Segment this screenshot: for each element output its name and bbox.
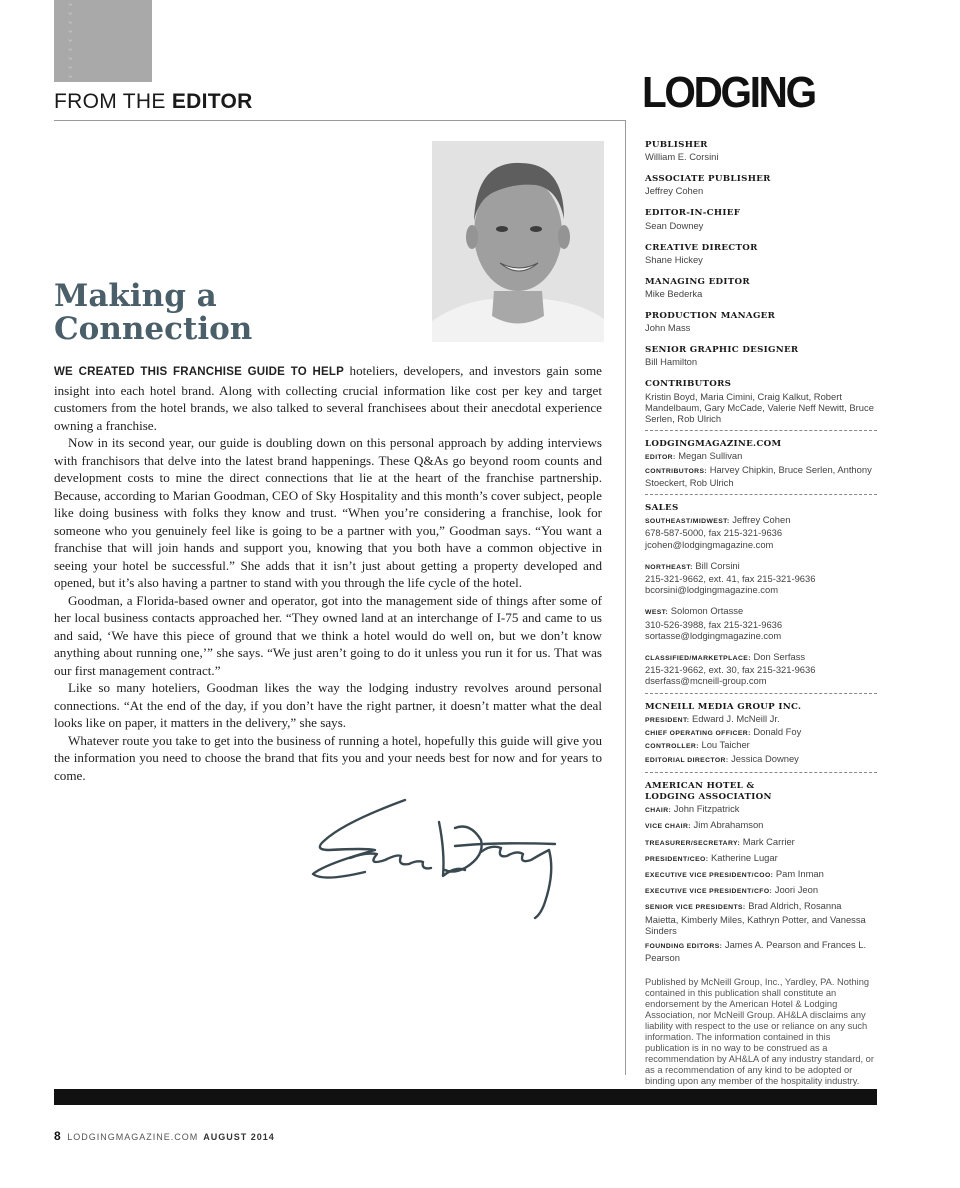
staff-name: William E. Corsini bbox=[645, 151, 719, 163]
role-label: EXECUTIVE VICE PRESIDENT/COO: bbox=[645, 871, 774, 879]
sales-name: Bill Corsini bbox=[692, 559, 740, 571]
editor-portrait bbox=[432, 141, 604, 342]
lodging-logo: LODGING bbox=[642, 68, 815, 117]
sales-email: jcohen@lodgingmagazine.com bbox=[645, 538, 774, 550]
headline-line-2: Connection bbox=[54, 311, 253, 347]
footer-issue: AUGUST 2014 bbox=[203, 1132, 275, 1142]
paragraph-1-text: hoteliers, developers, and investors gain some insight into each hotel brand. Along with collecting crucial information like cost per key and target customers from the hotel brands, we also talked to several franchisees about their anecdotal experience owning a franchise. bbox=[54, 363, 602, 433]
staff-name: Mike Bederka bbox=[645, 288, 703, 300]
sales-entry bbox=[645, 605, 877, 641]
sales-phone: 310-526-3988, fax 215-321-9636 bbox=[645, 618, 783, 630]
web-title: LODGINGMAGAZINE.COM bbox=[645, 439, 782, 450]
masthead-contributors bbox=[645, 379, 877, 424]
role-label: SENIOR VICE PRESIDENTS: bbox=[645, 904, 746, 912]
paragraph-4: Like so many hoteliers, Goodman likes the way the lodging industry revolves around personal connections. “At the end of the day, if you don’t have the right partner, it doesn’t matter what the deal looks like on paper, it matters in the delivery,” she says. bbox=[54, 680, 602, 730]
web-editor bbox=[645, 450, 877, 463]
role-name: Jessica Downey bbox=[728, 752, 799, 764]
sales-phone: 678-587-5000, fax 215-321-9636 bbox=[645, 527, 783, 539]
staff-name: John Mass bbox=[645, 322, 691, 334]
staff-title: SENIOR GRAPHIC DESIGNER bbox=[645, 345, 799, 356]
staff-name: Kristin Boyd, Maria Cimini, Craig Kalkut, Robert Mandelbaum, Gary McCade, Valerie Neff Newitt, Bruce Serlen, Rob Ulrich bbox=[645, 390, 874, 425]
role-name: Joori Jeon bbox=[772, 884, 819, 896]
staff-title: EDITOR-IN-CHIEF bbox=[645, 208, 741, 219]
staff-title: PUBLISHER bbox=[645, 140, 708, 150]
role-name: Mark Carrier bbox=[740, 835, 795, 847]
section-label-prefix: FROM THE bbox=[54, 90, 172, 113]
ahla-row bbox=[645, 884, 877, 897]
role-name: James A. Pearson and Frances L. Pearson bbox=[645, 938, 867, 964]
sales-region: WEST: bbox=[645, 609, 669, 617]
web-contributors-label: CONTRIBUTORS: bbox=[645, 467, 708, 475]
sales-entry bbox=[645, 560, 877, 596]
mcneill-title: MCNEILL MEDIA GROUP INC. bbox=[645, 701, 802, 712]
role-name: Donald Foy bbox=[750, 726, 802, 738]
web-editor-name: Megan Sullivan bbox=[675, 450, 743, 462]
lead-in: WE CREATED THIS FRANCHISE GUIDE TO HELP bbox=[54, 366, 344, 378]
article-body bbox=[54, 362, 602, 784]
role-label: PRESIDENT/CEO: bbox=[645, 855, 709, 863]
role-label: EDITORIAL DIRECTOR: bbox=[645, 756, 729, 764]
page-number: 8 bbox=[54, 1129, 61, 1143]
mcneill-row bbox=[645, 753, 877, 766]
masthead-creative-director bbox=[645, 243, 877, 265]
role-label: CONTROLLER: bbox=[645, 743, 699, 751]
role-name: Jim Abrahamson bbox=[690, 819, 764, 831]
staff-name: Bill Hamilton bbox=[645, 356, 698, 368]
masthead-publisher bbox=[645, 140, 877, 162]
masthead-sales bbox=[645, 503, 877, 687]
masthead-web bbox=[645, 439, 877, 488]
ahla-row bbox=[645, 836, 877, 849]
mcneill-row bbox=[645, 713, 877, 726]
masthead-divider bbox=[645, 693, 877, 694]
role-label: CHIEF OPERATING OFFICER: bbox=[645, 730, 751, 738]
page-footer bbox=[54, 1129, 275, 1143]
staff-name: Shane Hickey bbox=[645, 253, 703, 265]
ahla-row bbox=[645, 819, 877, 832]
sales-phone: 215-321-9662, ext. 41, fax 215-321-9636 bbox=[645, 573, 816, 585]
mcneill-row bbox=[645, 739, 877, 752]
ahla-row bbox=[645, 803, 877, 816]
web-contributors bbox=[645, 464, 877, 488]
paragraph-1 bbox=[54, 362, 602, 434]
masthead bbox=[645, 140, 877, 1099]
sales-region: NORTHEAST: bbox=[645, 563, 693, 571]
ahla-row bbox=[645, 900, 877, 936]
sales-name: Jeffrey Cohen bbox=[729, 514, 791, 526]
role-name: Edward J. McNeill Jr. bbox=[689, 712, 780, 724]
footer-site: LODGINGMAGAZINE.COM bbox=[67, 1132, 199, 1142]
headline-line-1: Making a bbox=[54, 278, 217, 314]
role-name: Brad Aldrich, Rosanna Maietta, Kimberly Miles, Kathryn Potter, and Vanessa Sinders bbox=[645, 900, 866, 936]
article-headline bbox=[54, 280, 414, 346]
sales-entry bbox=[645, 651, 877, 687]
masthead-editor-in-chief bbox=[645, 208, 877, 230]
section-label bbox=[54, 90, 253, 114]
role-name: John Fitzpatrick bbox=[671, 803, 740, 815]
footer-bar bbox=[54, 1089, 877, 1105]
sales-email: dserfass@mcneill-group.com bbox=[645, 675, 767, 687]
mcneill-row bbox=[645, 726, 877, 739]
masthead-divider bbox=[645, 430, 877, 431]
sales-region: SOUTHEAST/MIDWEST: bbox=[645, 518, 730, 526]
sales-email: sortasse@lodgingmagazine.com bbox=[645, 629, 782, 641]
staff-title: ASSOCIATE PUBLISHER bbox=[645, 174, 771, 185]
masthead-divider bbox=[645, 772, 877, 773]
role-name: Pam Inman bbox=[773, 867, 824, 879]
masthead-production-manager bbox=[645, 311, 877, 333]
publication-disclaimer: Published by McNeill Group, Inc., Yardley, PA. Nothing contained in this publication shall constitute an endorsement by the American Hotel & Lodging Association, nor McNeill Group. AH&LA disclaims any liability with respect to the use or reliance on any such information. The information contained in this publication is in no way to be construed as a recommendation by AH&LA of any industry standard, or as a recommendation of any kind to be adopted or binding upon any member of the hospitality industry. bbox=[645, 977, 874, 1087]
sales-entry bbox=[645, 514, 877, 550]
paragraph-5: Whatever route you take to get into the business of running a hotel, hopefully this guide will give you the information you need to choose the brand that fits you and your needs best for now and for years to come. bbox=[54, 732, 602, 783]
staff-name: Sean Downey bbox=[645, 219, 704, 231]
staff-title: CONTRIBUTORS bbox=[645, 379, 732, 390]
masthead-associate-publisher bbox=[645, 174, 877, 196]
ahla-row bbox=[645, 939, 877, 963]
staff-title: PRODUCTION MANAGER bbox=[645, 311, 776, 322]
masthead-senior-graphic-designer bbox=[645, 345, 877, 367]
chevron-stripe-icon: › › › › › › › › › bbox=[64, 2, 76, 79]
ahla-title: AMERICAN HOTEL & LODGING ASSOCIATION bbox=[645, 780, 772, 802]
section-label-bold: EDITOR bbox=[171, 90, 253, 113]
masthead-divider bbox=[645, 494, 877, 495]
web-editor-label: EDITOR: bbox=[645, 454, 676, 462]
sales-region: CLASSIFIED/MARKETPLACE: bbox=[645, 655, 751, 663]
sales-email: bcorsini@lodgingmagazine.com bbox=[645, 584, 779, 596]
role-label: TREASURER/SECRETARY: bbox=[645, 839, 741, 847]
paragraph-2: Now in its second year, our guide is doubling down on this personal approach by adding interviews with franchisors that delve into the latest brand happenings. These Q&As go beyond room counts and development costs to mine the direct connections that lie at the heart of the franchise partnership. Because, according to Marian Goodman, CEO of Sky Hospitality and this month’s cover subject, people like doing business with folks they know and trust. “When you’re considering a franchise, look for someone who you genuinely feel like is going to be a partner with you,” Goodman says. “You want a franchise that will join hands and support you, knowing that you both have a common objective in seeing your hotel be successful.” She adds that it isn’t just about getting a property developed and opened, but it’s also having a partner to stand with you through the life cycle of the hotel. bbox=[54, 435, 602, 590]
role-label: VICE CHAIR: bbox=[645, 823, 691, 831]
role-label: CHAIR: bbox=[645, 807, 672, 815]
sales-phone: 215-321-9662, ext. 30, fax 215-321-9636 bbox=[645, 664, 816, 676]
role-name: Katherine Lugar bbox=[708, 851, 778, 863]
sales-title: SALES bbox=[645, 503, 679, 514]
sales-name: Solomon Ortasse bbox=[668, 605, 744, 617]
paragraph-3: Goodman, a Florida-based owner and operator, got into the management side of things after some of her local business contacts approached her. “They owned land at an interchange of I-75 and came to us and said, ‘We have this piece of ground that we think a hotel would do well on, but we don’t know anything about running one,’” she says. “We just aren’t going to do it unless you run it for us. That was our first management contract.” bbox=[54, 592, 602, 678]
role-label: PRESIDENT: bbox=[645, 716, 690, 724]
corner-tab bbox=[54, 0, 152, 82]
role-label: FOUNDING EDITORS: bbox=[645, 942, 723, 950]
column-divider bbox=[625, 120, 626, 1075]
editor-signature bbox=[305, 792, 570, 922]
section-rule bbox=[54, 120, 626, 121]
web-contributors-names: Harvey Chipkin, Bruce Serlen, Anthony Stoeckert, Rob Ulrich bbox=[645, 463, 872, 488]
ahla-row bbox=[645, 868, 877, 881]
staff-title: CREATIVE DIRECTOR bbox=[645, 242, 758, 253]
role-label: EXECUTIVE VICE PRESIDENT/CFO: bbox=[645, 888, 773, 896]
masthead-managing-editor bbox=[645, 277, 877, 299]
staff-name: Jeffrey Cohen bbox=[645, 185, 704, 197]
role-name: Lou Taicher bbox=[698, 739, 750, 751]
ahla-row bbox=[645, 852, 877, 865]
staff-title: MANAGING EDITOR bbox=[645, 276, 750, 287]
sales-name: Don Serfass bbox=[750, 651, 806, 663]
masthead-ahla bbox=[645, 781, 877, 1088]
masthead-mcneill bbox=[645, 702, 877, 766]
